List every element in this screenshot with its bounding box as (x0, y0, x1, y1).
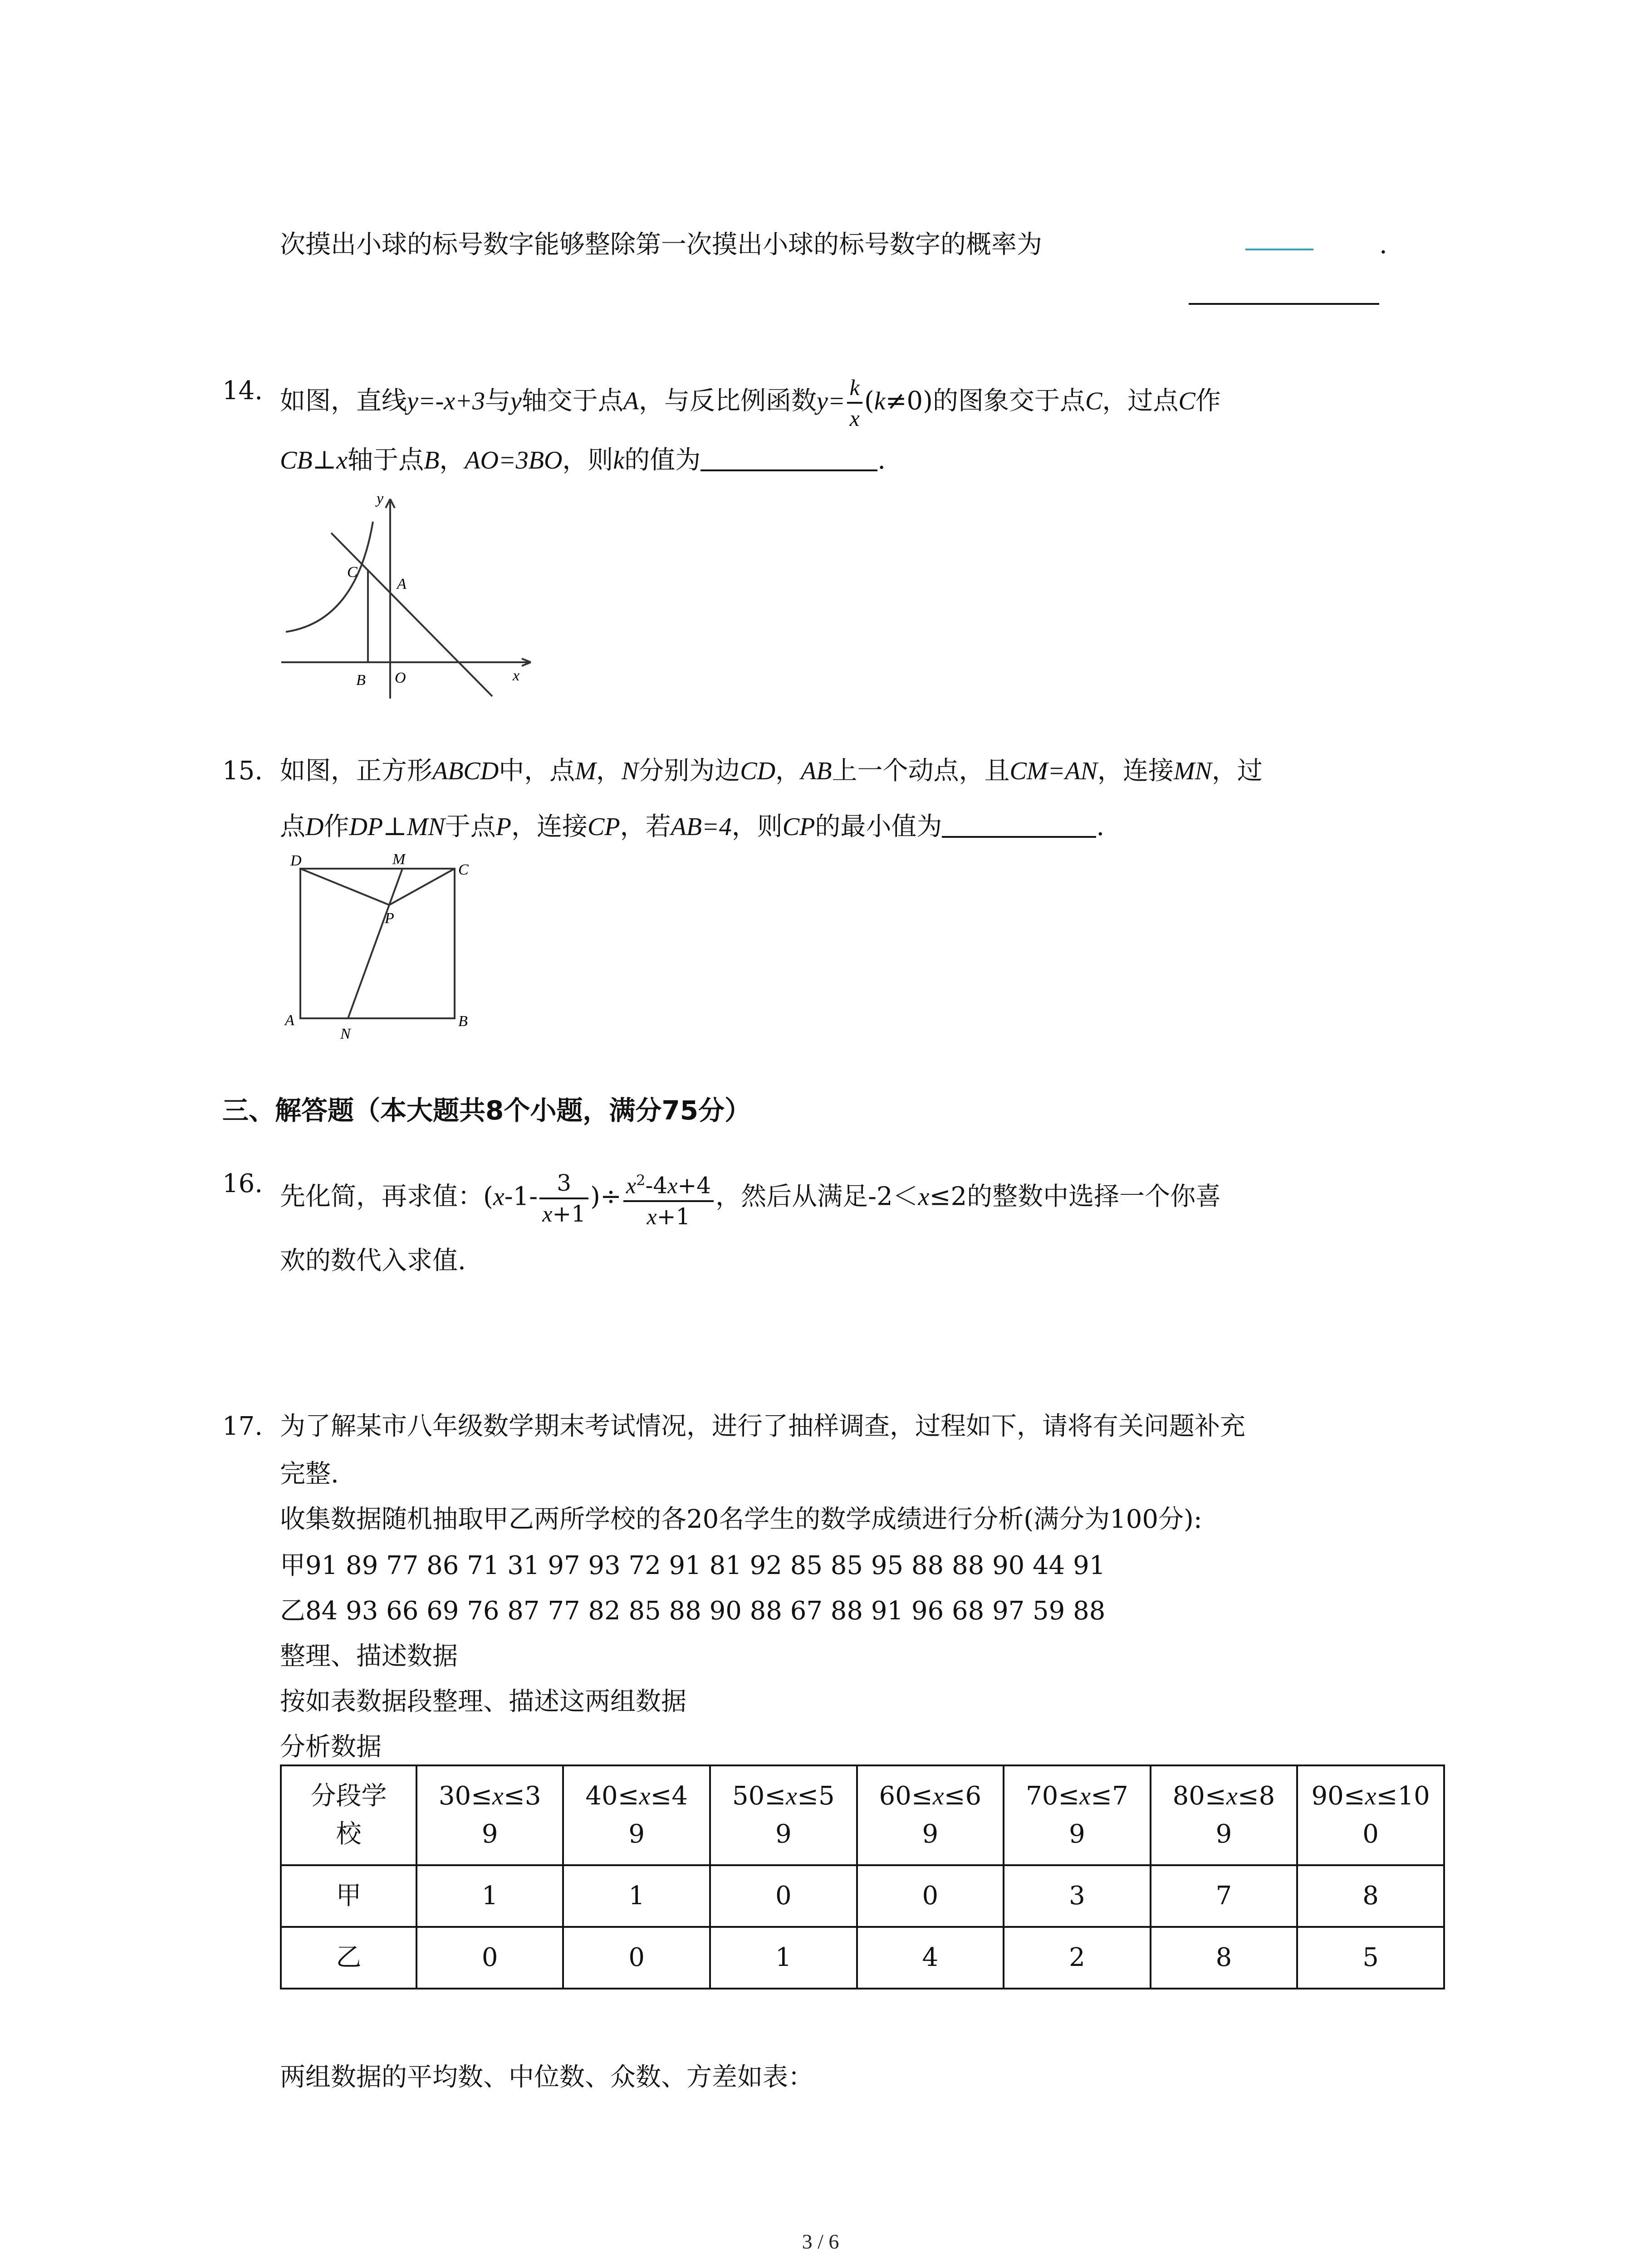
q15-fig-label-b: B (458, 1013, 468, 1030)
q15-dp-segment (300, 869, 389, 905)
table-header-cell: 30≤x≤3 9 (416, 1765, 563, 1865)
table-header-cell: 80≤x≤8 9 (1151, 1765, 1298, 1865)
q15-fig-label-p: P (385, 910, 394, 927)
q14-fig-label-b: B (356, 672, 366, 689)
q17-line9: 两组数据的平均数、中位数、众数、方差如表： (280, 2063, 813, 2092)
q15-figure (281, 848, 490, 1048)
q14-fig-label-a: A (397, 576, 407, 592)
table-cell: 0 (710, 1865, 857, 1927)
table-cell: 5 (1297, 1927, 1444, 1989)
table-cell: 8 (1151, 1927, 1298, 1989)
table-cell: 0 (563, 1927, 710, 1989)
q14-fig-label-y: y (377, 490, 384, 507)
table-row (281, 1927, 1444, 1989)
table-row (281, 1865, 1444, 1927)
q17-line1: 为了解某市八年级数学期末考试情况，进行了抽样调查，过程如下，请将有关问题补充 (280, 1412, 1245, 1441)
table-cell: 8 (1297, 1865, 1444, 1927)
q14-figure (272, 490, 554, 708)
table-cell: 2 (1004, 1927, 1151, 1989)
q15-fig-label-d: D (290, 852, 302, 869)
table-cell: 1 (710, 1927, 857, 1989)
q14-fraction: $\frac{k}{x}$ (847, 373, 862, 433)
q17-line7: 按如表数据段整理、描述这两组数据 (280, 1687, 686, 1716)
q17-data-yi: 乙84 93 66 69 76 87 77 82 85 88 90 88 67 88 91 96 68 97 59 88 (280, 1596, 1106, 1626)
q15-number: 15. (222, 756, 263, 786)
q17-line2: 完整. (280, 1459, 339, 1489)
q16-line1: 先化简，再求值：(x-1- $\frac{3}{x+1}$ )÷ $\frac{x^2-4x+4}{x+1}$ ，然后从满足-2＜x≤2的整数中选择一个你喜 (280, 1166, 1221, 1231)
table-cell: 4 (857, 1927, 1004, 1989)
q17-line3: 收集数据随机抽取甲乙两所学校的各20名学生的数学成绩进行分析(满分为100分): (280, 1505, 1202, 1534)
q16-fraction-1: $\frac{3}{x+1}$ (539, 1168, 588, 1228)
table-header-cell: 50≤x≤5 9 (710, 1765, 857, 1865)
q14-hyperbola (286, 522, 373, 632)
q16-number: 16. (222, 1169, 263, 1198)
q16-line2: 欢的数代入求值. (280, 1246, 466, 1276)
table-cell: 1 (563, 1865, 710, 1927)
q14-line1: 如图，直线y=-x+3与y轴交于点A，与反比例函数y= $\frac{k}{x}$ (k≠0)的图象交于点C，过点C作 (280, 373, 1221, 433)
q15-square (300, 869, 455, 1018)
q15-fig-label-n: N (340, 1026, 351, 1042)
table-cell-school: 甲 (281, 1865, 416, 1927)
q14-line2: CB⊥x轴于点B，AO=3BO，则k的值为 . (280, 445, 886, 475)
table-header-cell: 分段学 校 (281, 1765, 416, 1865)
q15-line1: 如图，正方形ABCD中，点M，N分别为边CD，AB上一个动点，且CM=AN，连接MN，过 (280, 756, 1263, 786)
q15-cp-segment (389, 869, 455, 905)
table-header-cell: 70≤x≤7 9 (1004, 1765, 1151, 1865)
q14-fig-label-o: O (395, 670, 406, 686)
table-header-row (281, 1765, 1444, 1865)
q13-text: 次摸出小球的标号数字能够整除第一次摸出小球的标号数字的概率为 (280, 230, 1042, 259)
section-3-heading: 三、解答题（本大题共8个小题，满分75分） (222, 1095, 751, 1126)
q14-answer-blank (700, 469, 877, 471)
table-cell: 0 (416, 1927, 563, 1989)
q13-teal-underline (1245, 249, 1313, 250)
table-cell: 7 (1151, 1865, 1298, 1927)
table-cell: 3 (1004, 1865, 1151, 1927)
table-cell: 1 (416, 1865, 563, 1927)
q17-frequency-table (280, 1765, 1445, 1989)
q17-number: 17. (222, 1412, 263, 1441)
q14-line (331, 533, 492, 696)
table-header-cell: 60≤x≤6 9 (857, 1765, 1004, 1865)
q14-fig-label-x: x (513, 667, 520, 684)
q16-fraction-2: $\frac{x^2-4x+4}{x+1}$ (623, 1166, 714, 1231)
q15-fig-label-c: C (458, 861, 469, 878)
q13-period: . (1379, 230, 1387, 259)
table-cell: 0 (857, 1865, 1004, 1927)
table-header-cell: 90≤x≤10 0 (1297, 1765, 1444, 1865)
q14-fig-label-c: C (347, 564, 358, 581)
q15-fig-label-m: M (392, 851, 406, 868)
q17-line8: 分析数据 (280, 1732, 382, 1762)
q17-data-jia: 甲91 89 77 86 71 31 97 93 72 91 81 92 85 85 95 88 88 90 44 91 (280, 1551, 1106, 1580)
q13-answer-blank (1189, 303, 1379, 305)
page-number: 3 / 6 (802, 2230, 839, 2253)
q15-answer-blank (942, 836, 1096, 838)
table-header-cell: 40≤x≤4 9 (563, 1765, 710, 1865)
q17-line6: 整理、描述数据 (280, 1642, 458, 1671)
q15-line2: 点D作DP⊥MN于点P，连接CP，若AB=4，则CP的最小值为 . (280, 812, 1105, 841)
q15-fig-label-a: A (285, 1012, 294, 1029)
q14-number: 14. (222, 376, 263, 406)
table-cell-school: 乙 (281, 1927, 416, 1989)
